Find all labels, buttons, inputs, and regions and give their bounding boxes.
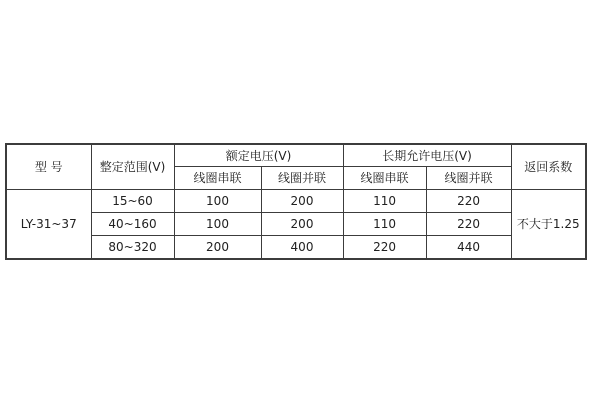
cell-model-value: LY-31~37	[6, 190, 91, 260]
cell-long-series: 110	[343, 190, 426, 213]
cell-rated-series: 200	[174, 236, 261, 260]
cell-rated-parallel: 400	[261, 236, 343, 260]
header-return-coefficient: 返回系数	[511, 144, 586, 190]
cell-rated-series: 100	[174, 190, 261, 213]
cell-long-series: 220	[343, 236, 426, 260]
table-row	[6, 190, 586, 213]
cell-return-coefficient-value: 不大于1.25	[511, 190, 586, 260]
subheader-long-coil-series: 线圈串联	[343, 167, 426, 190]
table-row	[6, 213, 586, 236]
subheader-long-coil-parallel: 线圈并联	[426, 167, 511, 190]
cell-rated-parallel: 200	[261, 213, 343, 236]
cell-setting-range: 15~60	[91, 190, 174, 213]
subheader-rated-coil-parallel: 线圈并联	[261, 167, 343, 190]
spec-table-container	[5, 143, 585, 260]
relay-voltage-spec-table	[5, 143, 587, 260]
cell-long-series: 110	[343, 213, 426, 236]
cell-long-parallel: 440	[426, 236, 511, 260]
cell-long-parallel: 220	[426, 190, 511, 213]
header-long-term-voltage-group: 长期允许电压(V)	[343, 144, 511, 167]
table-row	[6, 236, 586, 260]
cell-rated-parallel: 200	[261, 190, 343, 213]
cell-setting-range: 40~160	[91, 213, 174, 236]
header-row-top	[6, 144, 586, 167]
cell-long-parallel: 220	[426, 213, 511, 236]
header-setting-range: 整定范围(V)	[91, 144, 174, 190]
cell-setting-range: 80~320	[91, 236, 174, 260]
header-model: 型 号	[6, 144, 91, 190]
cell-rated-series: 100	[174, 213, 261, 236]
header-rated-voltage-group: 额定电压(V)	[174, 144, 343, 167]
subheader-rated-coil-series: 线圈串联	[174, 167, 261, 190]
